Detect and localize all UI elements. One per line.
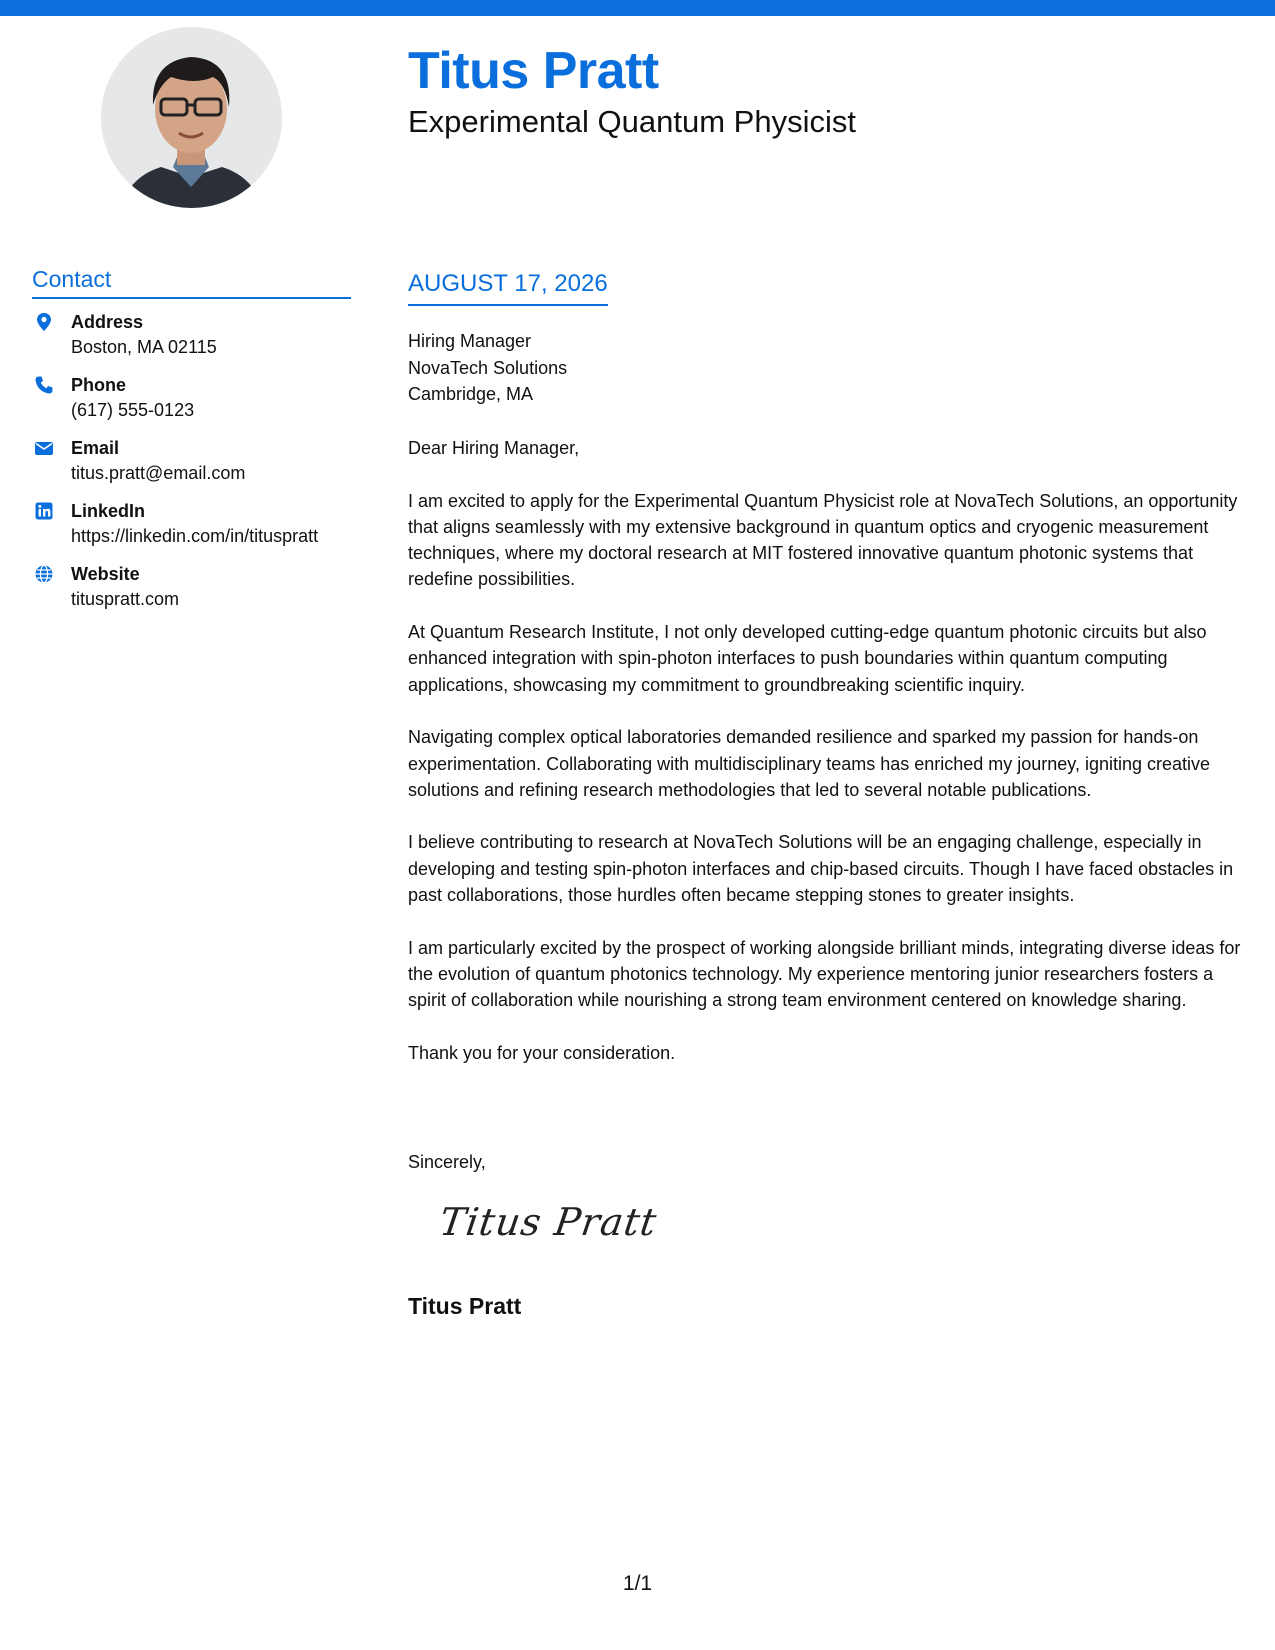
contact-item-email <box>32 436 362 499</box>
contact-label: Address <box>71 312 144 332</box>
linkedin-icon <box>34 501 54 521</box>
globe-icon <box>34 564 54 584</box>
letter-date: AUGUST 17, 2026 <box>408 270 608 306</box>
signature: Titus Pratt <box>436 1200 660 1244</box>
contact-label: Email <box>71 438 120 458</box>
letter-body <box>408 435 1248 1092</box>
body-paragraph: Navigating complex optical laboratories demanded resilience and sparked my passion for hands-on experimentation. Collaborating with multidisciplinary teams has enriched my journey, igniting creative solutions and refining research methodologies that led to several notable publications. <box>408 727 1211 800</box>
body-paragraph: I believe contributing to research at NovaTech Solutions will be an engaging challenge, especially in developing and testing spin-photon interfaces and chip-based circuits. Though I have faced obstacles in past collaborations, those hurdles often became stepping stones to greater insights. <box>408 832 1234 906</box>
website-link[interactable]: tituspratt.com <box>71 589 180 609</box>
contact-label: LinkedIn <box>71 501 146 521</box>
contact-item-address <box>32 310 362 373</box>
contact-item-linkedin <box>32 499 362 562</box>
signer-name: Titus Pratt <box>408 1293 522 1319</box>
page-number: 1/1 <box>622 1572 653 1595</box>
top-accent-bar <box>0 0 1275 16</box>
contact-value: Boston, MA 02115 <box>71 337 217 357</box>
contact-list <box>32 310 362 625</box>
body-paragraph: I am excited to apply for the Experimental Quantum Physicist role at NovaTech Solutions, an opportunity that aligns seamlessly with my extensive background in quantum optics and cryogenic measurement techniques, where my doctoral research at MIT fostered innovative quantum photonic systems that redefine possibilities. <box>408 490 1238 590</box>
recipient-line: Cambridge, MA <box>408 384 534 404</box>
contact-item-website <box>32 562 362 625</box>
closing: Sincerely, <box>408 1152 486 1172</box>
map-pin-icon <box>34 312 54 332</box>
salutation: Dear Hiring Manager, <box>408 438 580 458</box>
recipient-line: Hiring Manager <box>408 331 532 351</box>
recipient-block <box>408 328 567 408</box>
envelope-icon <box>34 438 54 458</box>
contact-label: Phone <box>71 375 127 395</box>
contact-item-phone <box>32 373 362 436</box>
phone-icon <box>34 375 54 395</box>
contact-heading: Contact <box>32 266 351 299</box>
contact-value: (617) 555-0123 <box>71 400 195 420</box>
email-link[interactable]: titus.pratt@email.com <box>71 463 246 483</box>
recipient-line: NovaTech Solutions <box>408 357 568 378</box>
contact-label: Website <box>71 564 140 584</box>
linkedin-link[interactable]: https://linkedin.com/in/tituspratt <box>71 526 319 546</box>
applicant-name: Titus Pratt <box>408 42 659 100</box>
body-paragraph: Thank you for your consideration. <box>408 1042 676 1063</box>
profile-photo <box>101 27 282 208</box>
body-paragraph: I am particularly excited by the prospect of working alongside brilliant minds, integrating diverse ideas for the evolution of quantum photonics technology. My experience mentoring junior researchers fosters a spirit of collaboration while nourishing a strong team environment centered on knowledge sharing. <box>408 937 1241 1011</box>
body-paragraph: At Quantum Research Institute, I not only developed cutting-edge quantum photonic circuits but also enhanced integration with spin-photon interfaces to push boundaries within quantum computing applications, showcasing my commitment to groundbreaking scientific inquiry. <box>408 622 1207 695</box>
applicant-job-title: Experimental Quantum Physicist <box>408 104 856 139</box>
